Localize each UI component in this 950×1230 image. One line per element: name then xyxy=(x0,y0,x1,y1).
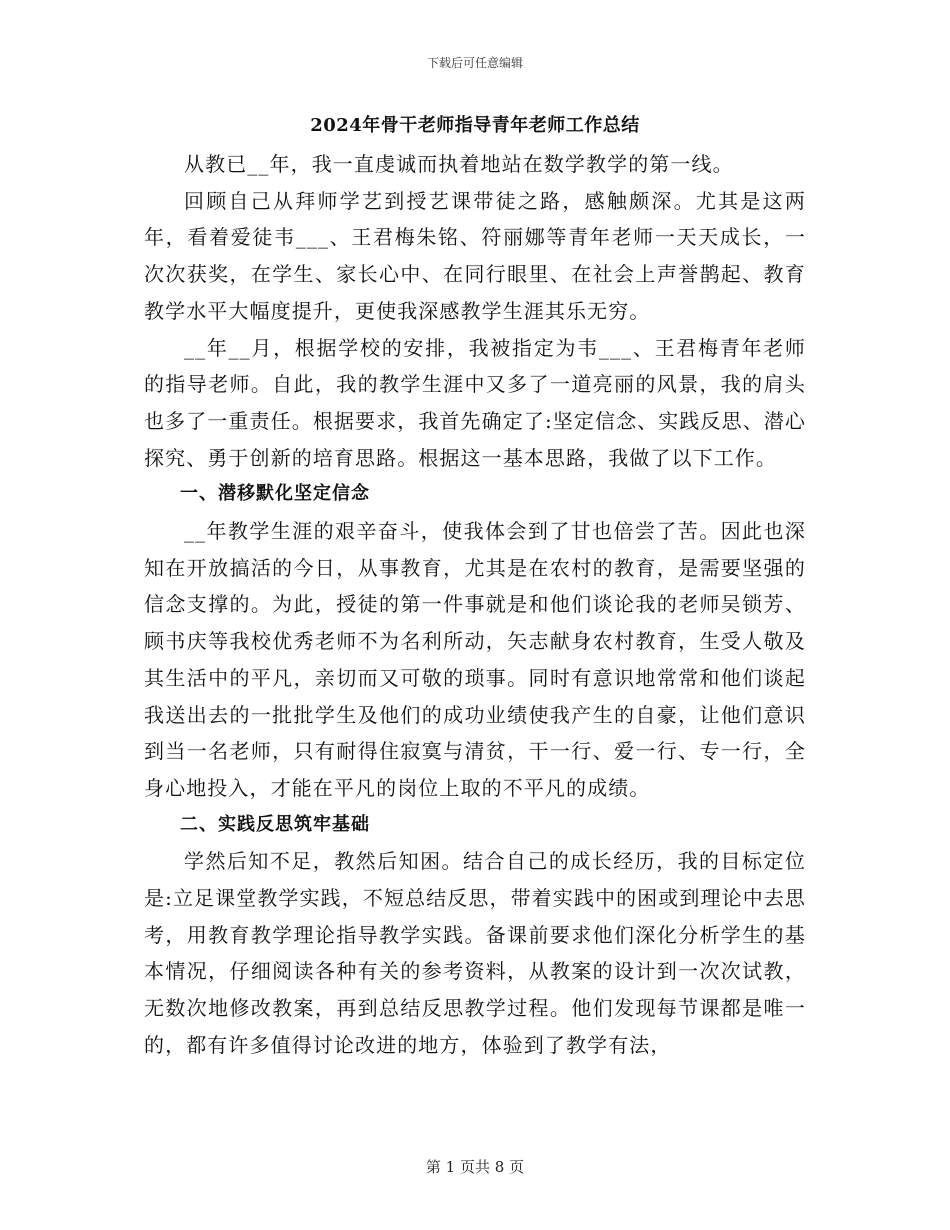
paragraph-review: 回顾自己从拜师学艺到授艺课带徒之路，感触颇深。尤其是这两年，看着爱徒韦___、王君梅朱铭、符丽娜等青年老师一天天成长，一次次获奖，在学生、家长心中、在同行眼里、在社会上声誉鹊起、教育教学水平大幅度提升，更使我深感教学生涯其乐无穷。 xyxy=(144,188,806,323)
document-title: 2024年骨干老师指导青年老师工作总结 xyxy=(310,115,640,136)
document-page xyxy=(144,108,806,1064)
paragraph-practice: 学然后知不足，教然后知困。结合自己的成长经历，我的目标定位是:立足课堂教学实践，不短总结反思，带着实践中的困或到理论中去思考，用教育教学理论指导教学实践。备课前要求他们深化分析学生的基本情况，仔细阅读各种有关的参考资料，从教案的设计到一次次试教，无数次地修改教案，再到总结反思教学过程。他们发现每节课都是唯一的，都有许多值得讨论改进的地方，体验到了教学有法， xyxy=(144,849,806,1057)
section-heading-2: 二、实践反思筑牢基础 xyxy=(180,813,370,835)
section-heading-1: 一、潜移默化坚定信念 xyxy=(180,483,370,505)
page-footer: 第 1 页共 8 页 xyxy=(425,1158,525,1176)
header-note: 下载后可任意编辑 xyxy=(426,56,523,70)
paragraph-belief: __年教学生涯的艰辛奋斗，使我体会到了甘也倍尝了苦。因此也深知在开放搞活的今日，从事教育，尤其是在农村的教育，是需要坚强的信念支撑的。为此，授徒的第一件事就是和他们谈论我的老师吴锁芳、顾书庆等我校优秀老师不为名利所动，矢志献身农村教育，生受人敬及其生活中的平凡，亲切而又可敬的琐事。同时有意识地常常和他们谈起我送出去的一批批学生及他们的成功业绩使我产生的自豪，让他们意识到当一名老师，只有耐得住寂寞与清贫，干一行、爱一行、专一行，全身心地投入，才能在平凡的岗位上取的不平凡的成绩。 xyxy=(144,519,806,800)
paragraph-intro: 从教已__年，我一直虔诚而执着地站在数学教学的第一线。 xyxy=(184,152,734,176)
paragraph-assignment: __年__月，根据学校的安排，我被指定为韦___、王君梅青年老师的指导老师。自此，我的教学生涯中又多了一道亮丽的风景，我的肩头也多了一重责任。根据要求，我首先确定了:坚定信念、实践反思、潜心探究、勇于创新的培育思路。根据这一基本思路，我做了以下工作。 xyxy=(144,335,806,470)
